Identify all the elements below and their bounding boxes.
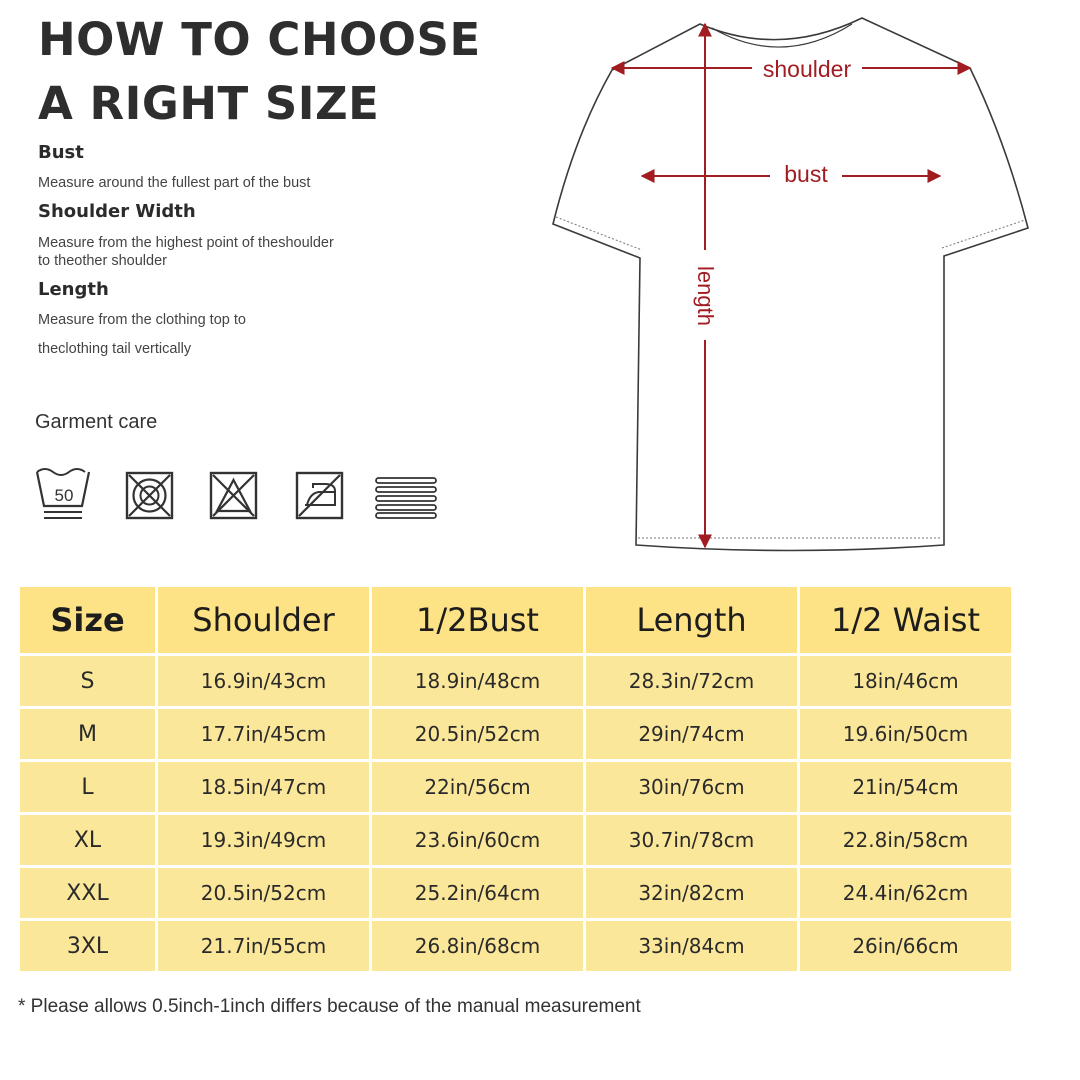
no-iron-icon xyxy=(295,471,345,521)
column-header-size: Size xyxy=(19,586,157,655)
table-cell: 20.5in/52cm xyxy=(371,708,585,761)
table-cell: 28.3in/72cm xyxy=(585,655,799,708)
guide-description: to theother shoulder xyxy=(38,253,167,269)
title-line-1: HOW TO CHOOSE xyxy=(38,13,481,66)
size-cell: XL xyxy=(19,814,157,867)
tshirt-diagram xyxy=(540,0,1040,570)
dry-flat-icon xyxy=(374,476,438,520)
table-cell: 22in/56cm xyxy=(371,761,585,814)
no-tumble-dry-icon xyxy=(125,471,175,521)
table-row xyxy=(19,814,1013,867)
table-header-row xyxy=(19,586,1013,655)
column-header-shoulder: Shoulder xyxy=(157,586,371,655)
table-cell: 19.6in/50cm xyxy=(799,708,1013,761)
column-header-half-waist: 1/2 Waist xyxy=(799,586,1013,655)
guide-description: Measure from the clothing top to xyxy=(38,312,246,328)
no-bleach-icon xyxy=(209,471,259,521)
table-cell: 17.7in/45cm xyxy=(157,708,371,761)
guide-description: theclothing tail vertically xyxy=(38,341,192,357)
column-header-half-bust: 1/2Bust xyxy=(371,586,585,655)
guide-description: Measure around the fullest part of the bust xyxy=(38,175,311,191)
guide-title: Bust xyxy=(38,142,84,163)
table-cell: 21.7in/55cm xyxy=(157,920,371,973)
table-cell: 22.8in/58cm xyxy=(799,814,1013,867)
table-row xyxy=(19,920,1013,973)
tshirt-outline xyxy=(553,18,1028,551)
guide-title: Length xyxy=(38,279,109,300)
measurement-guide xyxy=(38,141,438,358)
table-cell: 30in/76cm xyxy=(585,761,799,814)
size-cell: L xyxy=(19,761,157,814)
length-label: length xyxy=(693,266,718,326)
table-row xyxy=(19,761,1013,814)
size-cell: S xyxy=(19,655,157,708)
table-row xyxy=(19,867,1013,920)
bust-label: bust xyxy=(784,161,828,187)
table-cell: 18.5in/47cm xyxy=(157,761,371,814)
garment-care-label: Garment care xyxy=(35,411,158,433)
table-cell: 26.8in/68cm xyxy=(371,920,585,973)
table-cell: 20.5in/52cm xyxy=(157,867,371,920)
guide-length xyxy=(38,278,438,358)
table-cell: 33in/84cm xyxy=(585,920,799,973)
table-cell: 29in/74cm xyxy=(585,708,799,761)
size-chart-table xyxy=(17,584,1014,974)
size-cell: XXL xyxy=(19,867,157,920)
table-cell: 32in/82cm xyxy=(585,867,799,920)
table-cell: 24.4in/62cm xyxy=(799,867,1013,920)
column-header-length: Length xyxy=(585,586,799,655)
table-cell: 25.2in/64cm xyxy=(371,867,585,920)
title-line-2: A RIGHT SIZE xyxy=(38,77,380,130)
table-row xyxy=(19,708,1013,761)
guide-bust xyxy=(38,141,438,192)
guide-shoulder-width xyxy=(38,200,438,270)
guide-description: Measure from the highest point of theshoulder xyxy=(38,235,334,251)
size-cell: M xyxy=(19,708,157,761)
page-title xyxy=(38,8,481,136)
guide-title: Shoulder Width xyxy=(38,201,196,222)
table-cell: 26in/66cm xyxy=(799,920,1013,973)
shoulder-label: shoulder xyxy=(762,56,852,82)
table-cell: 18.9in/48cm xyxy=(371,655,585,708)
table-cell: 30.7in/78cm xyxy=(585,814,799,867)
table-cell: 23.6in/60cm xyxy=(371,814,585,867)
table-cell: 19.3in/49cm xyxy=(157,814,371,867)
wash-temperature: 50 xyxy=(54,486,74,505)
table-cell: 21in/54cm xyxy=(799,761,1013,814)
measurement-note: * Please allows 0.5inch-1inch differs because of the manual measurement xyxy=(18,996,641,1017)
table-cell: 18in/46cm xyxy=(799,655,1013,708)
size-cell: 3XL xyxy=(19,920,157,973)
wash-50-icon xyxy=(34,466,94,524)
table-row xyxy=(19,655,1013,708)
table-cell: 16.9in/43cm xyxy=(157,655,371,708)
